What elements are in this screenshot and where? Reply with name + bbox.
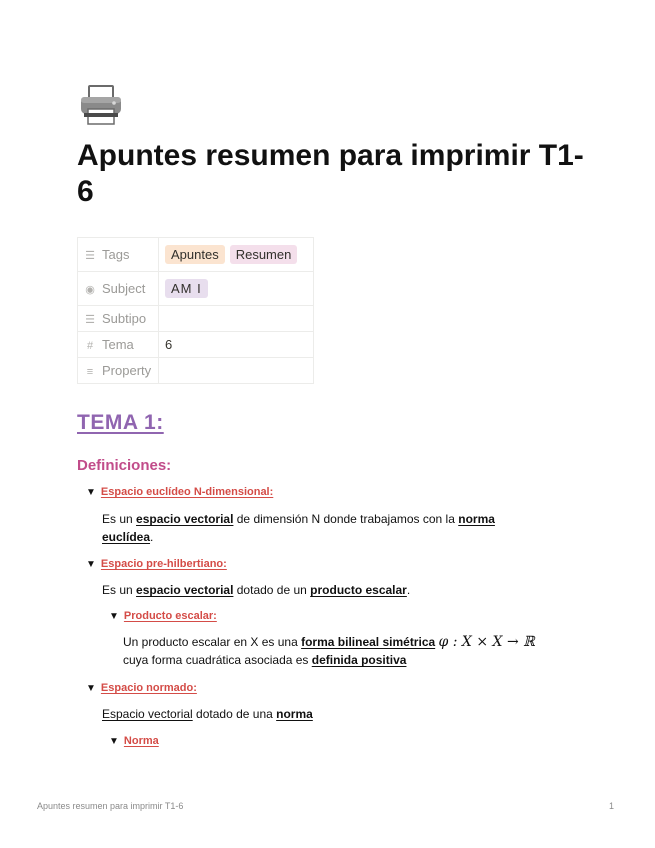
text-icon: ≡ (86, 366, 94, 378)
toggle-triangle-icon[interactable]: ▼ (86, 487, 96, 498)
toggle-producto-escalar[interactable]: ▼ Producto escalar: (109, 610, 217, 622)
property-row-tema (78, 332, 314, 358)
tag-resumen[interactable]: Resumen (230, 245, 298, 264)
property-key[interactable]: # Tema (78, 332, 159, 358)
toggle-espacio-pre-hilbertiano[interactable]: ▼ Espacio pre-hilbertiano: (86, 558, 227, 570)
toggle-espacio-normado[interactable]: ▼ Espacio normado: (86, 682, 197, 694)
printer-icon (79, 84, 123, 126)
subject-tag[interactable]: AM I (165, 279, 208, 298)
property-value[interactable] (159, 272, 314, 306)
number-icon: # (86, 340, 94, 352)
property-key[interactable]: ≡ Property (78, 358, 159, 384)
list-icon: ☰ (85, 314, 95, 326)
toggle-norma[interactable]: ▼ Norma (109, 735, 159, 747)
paragraph: Es un espacio vectorial dotado de un producto escalar. (102, 583, 411, 597)
select-icon: ◉ (85, 284, 95, 296)
toggle-espacio-euclideo[interactable]: ▼ Espacio euclídeo N-dimensional: (86, 486, 274, 498)
property-value[interactable] (159, 238, 314, 272)
property-row-property (78, 358, 314, 384)
property-value[interactable] (159, 306, 314, 332)
paragraph: Es un espacio vectorial de dimensión N donde trabajamos con la norma euclídea. (102, 512, 495, 544)
tema-heading: TEMA 1: (77, 411, 164, 434)
page-number: 1 (609, 801, 615, 811)
property-row-tags (78, 238, 314, 272)
toggle-triangle-icon[interactable]: ▼ (109, 611, 119, 622)
definiciones-heading: Definiciones: (77, 457, 172, 474)
page-title: Apuntes resumen para imprimir T1-6 (77, 139, 584, 208)
properties-table (77, 237, 314, 384)
property-key[interactable]: ☰ Subtipo (78, 306, 159, 332)
toggle-triangle-icon[interactable]: ▼ (109, 736, 119, 747)
property-row-subject (78, 272, 314, 306)
tag-apuntes[interactable]: Apuntes (165, 245, 225, 264)
paragraph: Un producto escalar en X es una forma bilineal simétrica φ : X × X → ℝ cuya forma cuadrática asociada es definida positiva (123, 634, 535, 667)
toggle-triangle-icon[interactable]: ▼ (86, 683, 96, 694)
property-row-subtipo (78, 306, 314, 332)
math-formula: φ : X × X → ℝ (438, 634, 535, 650)
property-key[interactable]: ◉ Subject (78, 272, 159, 306)
list-icon: ☰ (85, 250, 95, 262)
footer-title: Apuntes resumen para imprimir T1-6 (37, 801, 184, 811)
property-value[interactable]: 6 (159, 332, 314, 358)
toggle-triangle-icon[interactable]: ▼ (86, 559, 96, 570)
property-key[interactable]: ☰ Tags (78, 238, 159, 272)
property-value[interactable] (159, 358, 314, 384)
paragraph: Espacio vectorial dotado de una norma (102, 707, 313, 721)
